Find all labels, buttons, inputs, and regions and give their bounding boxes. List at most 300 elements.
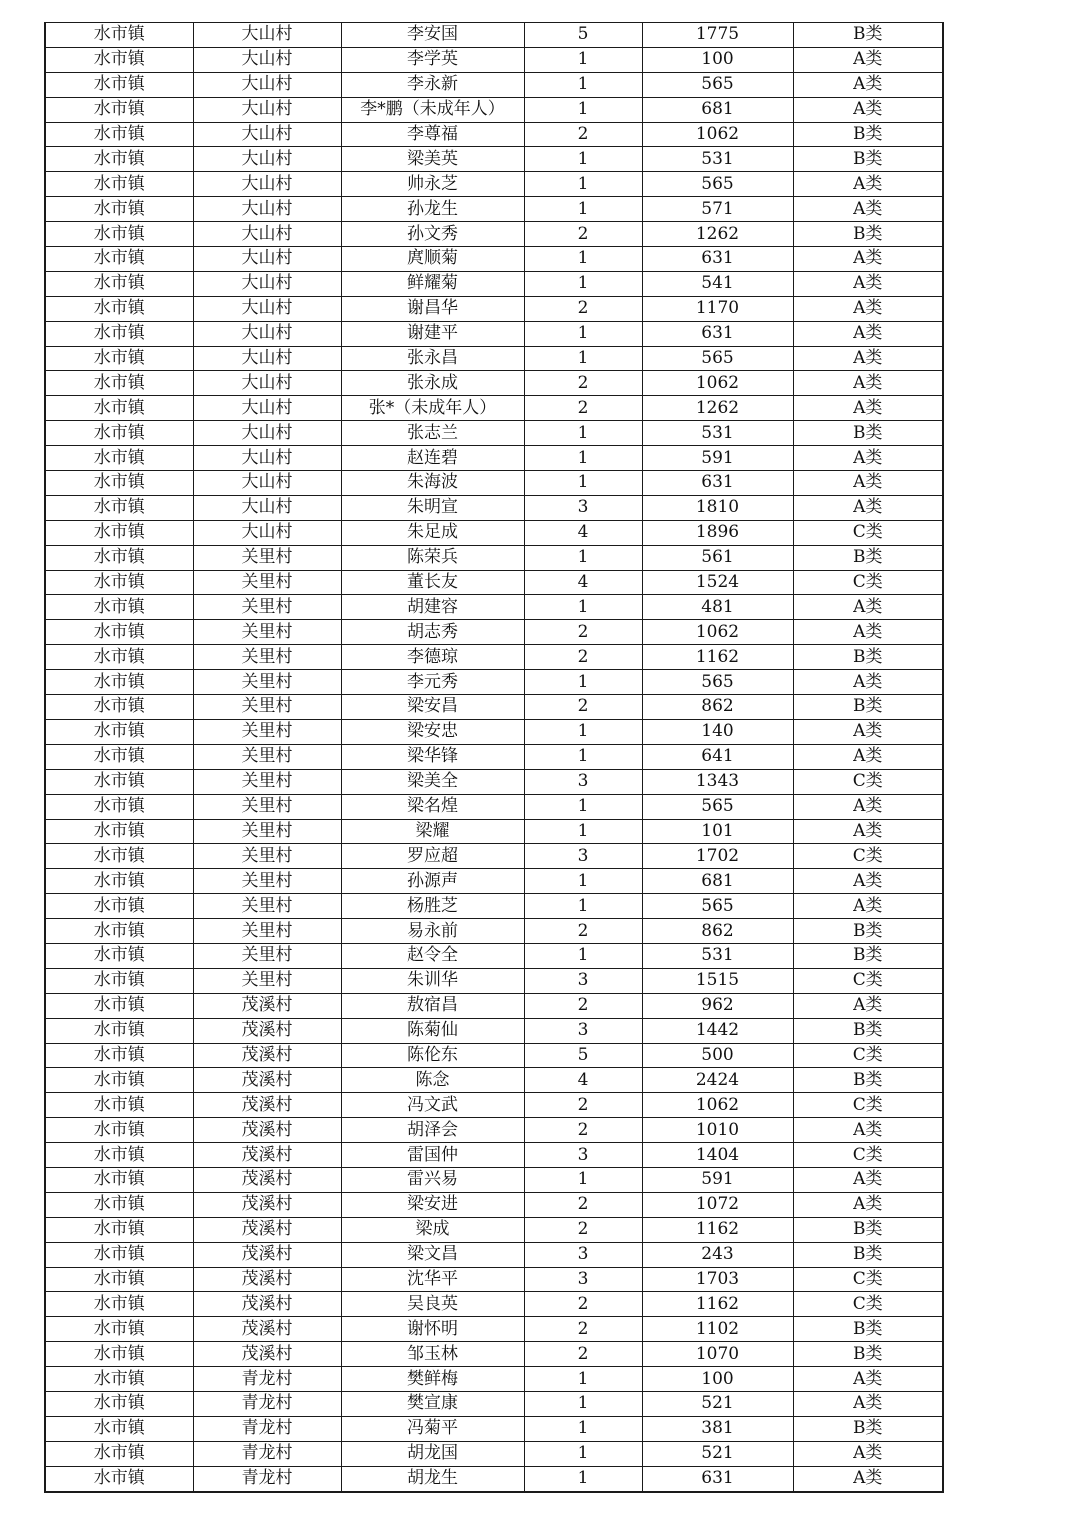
household-size-cell: 2 bbox=[524, 1292, 642, 1317]
town-cell: 水市镇 bbox=[45, 695, 193, 720]
table-row bbox=[45, 147, 943, 172]
town-cell: 水市镇 bbox=[45, 570, 193, 595]
village-cell: 大山村 bbox=[193, 271, 341, 296]
village-cell: 大山村 bbox=[193, 446, 341, 471]
category-cell: A类 bbox=[793, 1118, 943, 1143]
town-cell: 水市镇 bbox=[45, 1018, 193, 1043]
name-cell: 朱训华 bbox=[341, 968, 524, 993]
table-row bbox=[45, 1068, 943, 1093]
amount-cell: 1162 bbox=[642, 1217, 793, 1242]
table-row bbox=[45, 1416, 943, 1441]
table-row bbox=[45, 321, 943, 346]
category-cell: C类 bbox=[793, 520, 943, 545]
table-row bbox=[45, 894, 943, 919]
name-cell: 李德琼 bbox=[341, 645, 524, 670]
amount-cell: 1070 bbox=[642, 1342, 793, 1367]
table-row bbox=[45, 670, 943, 695]
category-cell: C类 bbox=[793, 1292, 943, 1317]
village-cell: 茂溪村 bbox=[193, 1317, 341, 1342]
name-cell: 樊宣康 bbox=[341, 1391, 524, 1416]
amount-cell: 565 bbox=[642, 172, 793, 197]
table-row bbox=[45, 1466, 943, 1491]
amount-cell: 1515 bbox=[642, 968, 793, 993]
table-row bbox=[45, 1292, 943, 1317]
category-cell: C类 bbox=[793, 1143, 943, 1168]
name-cell: 陈念 bbox=[341, 1068, 524, 1093]
category-cell: A类 bbox=[793, 1441, 943, 1466]
household-size-cell: 2 bbox=[524, 1118, 642, 1143]
town-cell: 水市镇 bbox=[45, 844, 193, 869]
category-cell: B类 bbox=[793, 122, 943, 147]
village-cell: 关里村 bbox=[193, 545, 341, 570]
town-cell: 水市镇 bbox=[45, 968, 193, 993]
village-cell: 茂溪村 bbox=[193, 993, 341, 1018]
amount-cell: 862 bbox=[642, 695, 793, 720]
amount-cell: 631 bbox=[642, 321, 793, 346]
table-row bbox=[45, 520, 943, 545]
household-size-cell: 2 bbox=[524, 620, 642, 645]
town-cell: 水市镇 bbox=[45, 1292, 193, 1317]
village-cell: 关里村 bbox=[193, 744, 341, 769]
category-cell: A类 bbox=[793, 869, 943, 894]
village-cell: 青龙村 bbox=[193, 1391, 341, 1416]
table-row bbox=[45, 968, 943, 993]
amount-cell: 1010 bbox=[642, 1118, 793, 1143]
category-cell: C类 bbox=[793, 844, 943, 869]
town-cell: 水市镇 bbox=[45, 620, 193, 645]
name-cell: 董长友 bbox=[341, 570, 524, 595]
town-cell: 水市镇 bbox=[45, 520, 193, 545]
category-cell: A类 bbox=[793, 197, 943, 222]
category-cell: C类 bbox=[793, 1093, 943, 1118]
village-cell: 青龙村 bbox=[193, 1367, 341, 1392]
town-cell: 水市镇 bbox=[45, 719, 193, 744]
amount-cell: 561 bbox=[642, 545, 793, 570]
village-cell: 关里村 bbox=[193, 695, 341, 720]
town-cell: 水市镇 bbox=[45, 296, 193, 321]
household-size-cell: 2 bbox=[524, 993, 642, 1018]
category-cell: B类 bbox=[793, 1068, 943, 1093]
table-row bbox=[45, 645, 943, 670]
household-size-cell: 2 bbox=[524, 1217, 642, 1242]
name-cell: 李学英 bbox=[341, 47, 524, 72]
category-cell: A类 bbox=[793, 794, 943, 819]
household-size-cell: 2 bbox=[524, 222, 642, 247]
village-cell: 茂溪村 bbox=[193, 1043, 341, 1068]
category-cell: A类 bbox=[793, 1192, 943, 1217]
village-cell: 关里村 bbox=[193, 819, 341, 844]
name-cell: 梁美英 bbox=[341, 147, 524, 172]
household-size-cell: 3 bbox=[524, 844, 642, 869]
town-cell: 水市镇 bbox=[45, 819, 193, 844]
amount-cell: 631 bbox=[642, 471, 793, 496]
table-row bbox=[45, 919, 943, 944]
town-cell: 水市镇 bbox=[45, 1192, 193, 1217]
village-cell: 茂溪村 bbox=[193, 1242, 341, 1267]
amount-cell: 565 bbox=[642, 670, 793, 695]
table-row bbox=[45, 719, 943, 744]
name-cell: 邹玉林 bbox=[341, 1342, 524, 1367]
household-size-cell: 1 bbox=[524, 197, 642, 222]
town-cell: 水市镇 bbox=[45, 346, 193, 371]
town-cell: 水市镇 bbox=[45, 495, 193, 520]
name-cell: 张永昌 bbox=[341, 346, 524, 371]
category-cell: A类 bbox=[793, 396, 943, 421]
household-size-cell: 4 bbox=[524, 1068, 642, 1093]
name-cell: 胡志秀 bbox=[341, 620, 524, 645]
name-cell: 冯菊平 bbox=[341, 1416, 524, 1441]
town-cell: 水市镇 bbox=[45, 1441, 193, 1466]
amount-cell: 243 bbox=[642, 1242, 793, 1267]
amount-cell: 641 bbox=[642, 744, 793, 769]
table-row bbox=[45, 346, 943, 371]
table-row bbox=[45, 1192, 943, 1217]
table-row bbox=[45, 570, 943, 595]
amount-cell: 531 bbox=[642, 943, 793, 968]
household-size-cell: 2 bbox=[524, 296, 642, 321]
household-size-cell: 1 bbox=[524, 1167, 642, 1192]
table-row bbox=[45, 495, 943, 520]
town-cell: 水市镇 bbox=[45, 744, 193, 769]
name-cell: 雷国仲 bbox=[341, 1143, 524, 1168]
amount-cell: 1810 bbox=[642, 495, 793, 520]
town-cell: 水市镇 bbox=[45, 396, 193, 421]
town-cell: 水市镇 bbox=[45, 172, 193, 197]
name-cell: 梁文昌 bbox=[341, 1242, 524, 1267]
town-cell: 水市镇 bbox=[45, 1367, 193, 1392]
household-size-cell: 2 bbox=[524, 396, 642, 421]
table-row bbox=[45, 23, 943, 48]
amount-cell: 1170 bbox=[642, 296, 793, 321]
town-cell: 水市镇 bbox=[45, 993, 193, 1018]
village-cell: 关里村 bbox=[193, 570, 341, 595]
table-row bbox=[45, 122, 943, 147]
town-cell: 水市镇 bbox=[45, 943, 193, 968]
village-cell: 大山村 bbox=[193, 147, 341, 172]
household-size-cell: 1 bbox=[524, 894, 642, 919]
category-cell: A类 bbox=[793, 1367, 943, 1392]
name-cell: 谢昌华 bbox=[341, 296, 524, 321]
village-cell: 大山村 bbox=[193, 72, 341, 97]
name-cell: 谢怀明 bbox=[341, 1317, 524, 1342]
village-cell: 关里村 bbox=[193, 719, 341, 744]
amount-cell: 631 bbox=[642, 1466, 793, 1491]
household-size-cell: 1 bbox=[524, 471, 642, 496]
category-cell: A类 bbox=[793, 446, 943, 471]
table-row bbox=[45, 1043, 943, 1068]
name-cell: 梁美全 bbox=[341, 769, 524, 794]
name-cell: 梁名煌 bbox=[341, 794, 524, 819]
amount-cell: 140 bbox=[642, 719, 793, 744]
name-cell: 陈菊仙 bbox=[341, 1018, 524, 1043]
table-row bbox=[45, 172, 943, 197]
table-row bbox=[45, 247, 943, 272]
table-row bbox=[45, 396, 943, 421]
village-cell: 大山村 bbox=[193, 471, 341, 496]
name-cell: 李*鹏（未成年人） bbox=[341, 97, 524, 122]
amount-cell: 681 bbox=[642, 97, 793, 122]
household-size-cell: 2 bbox=[524, 371, 642, 396]
category-cell: A类 bbox=[793, 894, 943, 919]
name-cell: 梁耀 bbox=[341, 819, 524, 844]
village-cell: 关里村 bbox=[193, 645, 341, 670]
table-row bbox=[45, 1217, 943, 1242]
name-cell: 梁安昌 bbox=[341, 695, 524, 720]
name-cell: 吴良英 bbox=[341, 1292, 524, 1317]
category-cell: A类 bbox=[793, 819, 943, 844]
town-cell: 水市镇 bbox=[45, 197, 193, 222]
town-cell: 水市镇 bbox=[45, 1093, 193, 1118]
table-row bbox=[45, 97, 943, 122]
amount-cell: 521 bbox=[642, 1441, 793, 1466]
village-cell: 大山村 bbox=[193, 197, 341, 222]
category-cell: A类 bbox=[793, 719, 943, 744]
amount-cell: 100 bbox=[642, 47, 793, 72]
village-cell: 关里村 bbox=[193, 620, 341, 645]
household-size-cell: 1 bbox=[524, 1441, 642, 1466]
name-cell: 张永成 bbox=[341, 371, 524, 396]
name-cell: 赵令全 bbox=[341, 943, 524, 968]
village-cell: 茂溪村 bbox=[193, 1192, 341, 1217]
category-cell: B类 bbox=[793, 1018, 943, 1043]
category-cell: A类 bbox=[793, 172, 943, 197]
village-cell: 青龙村 bbox=[193, 1466, 341, 1491]
village-cell: 茂溪村 bbox=[193, 1018, 341, 1043]
name-cell: 杨胜芝 bbox=[341, 894, 524, 919]
amount-cell: 565 bbox=[642, 72, 793, 97]
town-cell: 水市镇 bbox=[45, 894, 193, 919]
table-row bbox=[45, 371, 943, 396]
town-cell: 水市镇 bbox=[45, 446, 193, 471]
village-cell: 关里村 bbox=[193, 844, 341, 869]
table-row bbox=[45, 1317, 943, 1342]
category-cell: A类 bbox=[793, 495, 943, 520]
town-cell: 水市镇 bbox=[45, 23, 193, 48]
table-row bbox=[45, 1342, 943, 1367]
town-cell: 水市镇 bbox=[45, 794, 193, 819]
amount-cell: 1062 bbox=[642, 1093, 793, 1118]
name-cell: 李永新 bbox=[341, 72, 524, 97]
amount-cell: 481 bbox=[642, 595, 793, 620]
name-cell: 胡建容 bbox=[341, 595, 524, 620]
table-row bbox=[45, 1441, 943, 1466]
table-row bbox=[45, 1018, 943, 1043]
amount-cell: 1162 bbox=[642, 1292, 793, 1317]
town-cell: 水市镇 bbox=[45, 670, 193, 695]
amount-cell: 531 bbox=[642, 147, 793, 172]
amount-cell: 1775 bbox=[642, 23, 793, 48]
table-row bbox=[45, 72, 943, 97]
data-table bbox=[44, 22, 944, 1493]
village-cell: 茂溪村 bbox=[193, 1167, 341, 1192]
household-size-cell: 1 bbox=[524, 446, 642, 471]
category-cell: B类 bbox=[793, 1217, 943, 1242]
village-cell: 大山村 bbox=[193, 321, 341, 346]
category-cell: C类 bbox=[793, 1043, 943, 1068]
name-cell: 陈荣兵 bbox=[341, 545, 524, 570]
household-size-cell: 2 bbox=[524, 1093, 642, 1118]
village-cell: 大山村 bbox=[193, 296, 341, 321]
town-cell: 水市镇 bbox=[45, 1242, 193, 1267]
household-size-cell: 1 bbox=[524, 172, 642, 197]
name-cell: 胡龙生 bbox=[341, 1466, 524, 1491]
household-size-cell: 4 bbox=[524, 570, 642, 595]
category-cell: A类 bbox=[793, 97, 943, 122]
town-cell: 水市镇 bbox=[45, 869, 193, 894]
village-cell: 茂溪村 bbox=[193, 1217, 341, 1242]
name-cell: 梁成 bbox=[341, 1217, 524, 1242]
amount-cell: 1262 bbox=[642, 222, 793, 247]
household-size-cell: 1 bbox=[524, 744, 642, 769]
town-cell: 水市镇 bbox=[45, 769, 193, 794]
table-row bbox=[45, 1143, 943, 1168]
name-cell: 朱海波 bbox=[341, 471, 524, 496]
table-row bbox=[45, 1367, 943, 1392]
village-cell: 大山村 bbox=[193, 172, 341, 197]
village-cell: 茂溪村 bbox=[193, 1093, 341, 1118]
village-cell: 大山村 bbox=[193, 346, 341, 371]
name-cell: 朱足成 bbox=[341, 520, 524, 545]
table-row bbox=[45, 769, 943, 794]
category-cell: A类 bbox=[793, 1391, 943, 1416]
table-row bbox=[45, 993, 943, 1018]
amount-cell: 2424 bbox=[642, 1068, 793, 1093]
amount-cell: 591 bbox=[642, 446, 793, 471]
table-row bbox=[45, 197, 943, 222]
village-cell: 关里村 bbox=[193, 968, 341, 993]
table-row bbox=[45, 421, 943, 446]
town-cell: 水市镇 bbox=[45, 72, 193, 97]
table-row bbox=[45, 1242, 943, 1267]
category-cell: C类 bbox=[793, 1267, 943, 1292]
village-cell: 青龙村 bbox=[193, 1441, 341, 1466]
town-cell: 水市镇 bbox=[45, 122, 193, 147]
table-row bbox=[45, 471, 943, 496]
town-cell: 水市镇 bbox=[45, 1068, 193, 1093]
town-cell: 水市镇 bbox=[45, 471, 193, 496]
name-cell: 庹顺菊 bbox=[341, 247, 524, 272]
town-cell: 水市镇 bbox=[45, 47, 193, 72]
town-cell: 水市镇 bbox=[45, 1217, 193, 1242]
village-cell: 关里村 bbox=[193, 894, 341, 919]
name-cell: 张志兰 bbox=[341, 421, 524, 446]
household-size-cell: 3 bbox=[524, 1143, 642, 1168]
household-size-cell: 1 bbox=[524, 869, 642, 894]
amount-cell: 1072 bbox=[642, 1192, 793, 1217]
table-body bbox=[45, 23, 943, 1492]
town-cell: 水市镇 bbox=[45, 1391, 193, 1416]
table-row bbox=[45, 943, 943, 968]
household-size-cell: 2 bbox=[524, 645, 642, 670]
category-cell: C类 bbox=[793, 968, 943, 993]
category-cell: A类 bbox=[793, 296, 943, 321]
category-cell: A类 bbox=[793, 1167, 943, 1192]
household-size-cell: 1 bbox=[524, 271, 642, 296]
amount-cell: 565 bbox=[642, 346, 793, 371]
town-cell: 水市镇 bbox=[45, 1342, 193, 1367]
name-cell: 孙文秀 bbox=[341, 222, 524, 247]
household-size-cell: 2 bbox=[524, 1317, 642, 1342]
amount-cell: 1896 bbox=[642, 520, 793, 545]
category-cell: A类 bbox=[793, 371, 943, 396]
amount-cell: 681 bbox=[642, 869, 793, 894]
amount-cell: 381 bbox=[642, 1416, 793, 1441]
amount-cell: 565 bbox=[642, 794, 793, 819]
household-size-cell: 1 bbox=[524, 943, 642, 968]
amount-cell: 1343 bbox=[642, 769, 793, 794]
village-cell: 大山村 bbox=[193, 247, 341, 272]
table-row bbox=[45, 271, 943, 296]
category-cell: A类 bbox=[793, 271, 943, 296]
household-size-cell: 3 bbox=[524, 1267, 642, 1292]
name-cell: 易永前 bbox=[341, 919, 524, 944]
name-cell: 敖宿昌 bbox=[341, 993, 524, 1018]
amount-cell: 591 bbox=[642, 1167, 793, 1192]
household-size-cell: 1 bbox=[524, 545, 642, 570]
amount-cell: 1062 bbox=[642, 122, 793, 147]
village-cell: 关里村 bbox=[193, 794, 341, 819]
category-cell: A类 bbox=[793, 47, 943, 72]
table-row bbox=[45, 1093, 943, 1118]
name-cell: 冯文武 bbox=[341, 1093, 524, 1118]
village-cell: 大山村 bbox=[193, 122, 341, 147]
name-cell: 樊鲜梅 bbox=[341, 1367, 524, 1392]
town-cell: 水市镇 bbox=[45, 1118, 193, 1143]
town-cell: 水市镇 bbox=[45, 247, 193, 272]
village-cell: 茂溪村 bbox=[193, 1292, 341, 1317]
name-cell: 朱明宣 bbox=[341, 495, 524, 520]
table-row bbox=[45, 869, 943, 894]
household-size-cell: 1 bbox=[524, 794, 642, 819]
table-row bbox=[45, 620, 943, 645]
village-cell: 茂溪村 bbox=[193, 1143, 341, 1168]
name-cell: 帅永芝 bbox=[341, 172, 524, 197]
amount-cell: 962 bbox=[642, 993, 793, 1018]
amount-cell: 1702 bbox=[642, 844, 793, 869]
name-cell: 梁华锋 bbox=[341, 744, 524, 769]
household-size-cell: 3 bbox=[524, 1242, 642, 1267]
name-cell: 孙龙生 bbox=[341, 197, 524, 222]
category-cell: B类 bbox=[793, 943, 943, 968]
table-row bbox=[45, 744, 943, 769]
category-cell: C类 bbox=[793, 769, 943, 794]
category-cell: B类 bbox=[793, 545, 943, 570]
household-size-cell: 2 bbox=[524, 122, 642, 147]
amount-cell: 1062 bbox=[642, 620, 793, 645]
town-cell: 水市镇 bbox=[45, 222, 193, 247]
household-size-cell: 1 bbox=[524, 719, 642, 744]
town-cell: 水市镇 bbox=[45, 919, 193, 944]
town-cell: 水市镇 bbox=[45, 1466, 193, 1491]
household-size-cell: 4 bbox=[524, 520, 642, 545]
category-cell: B类 bbox=[793, 695, 943, 720]
name-cell: 李尊福 bbox=[341, 122, 524, 147]
category-cell: B类 bbox=[793, 1242, 943, 1267]
category-cell: A类 bbox=[793, 620, 943, 645]
household-size-cell: 1 bbox=[524, 321, 642, 346]
household-size-cell: 1 bbox=[524, 1416, 642, 1441]
category-cell: A类 bbox=[793, 993, 943, 1018]
category-cell: B类 bbox=[793, 645, 943, 670]
name-cell: 雷兴易 bbox=[341, 1167, 524, 1192]
village-cell: 大山村 bbox=[193, 421, 341, 446]
village-cell: 大山村 bbox=[193, 396, 341, 421]
table-row bbox=[45, 1167, 943, 1192]
amount-cell: 631 bbox=[642, 247, 793, 272]
category-cell: C类 bbox=[793, 570, 943, 595]
category-cell: B类 bbox=[793, 1416, 943, 1441]
town-cell: 水市镇 bbox=[45, 1143, 193, 1168]
